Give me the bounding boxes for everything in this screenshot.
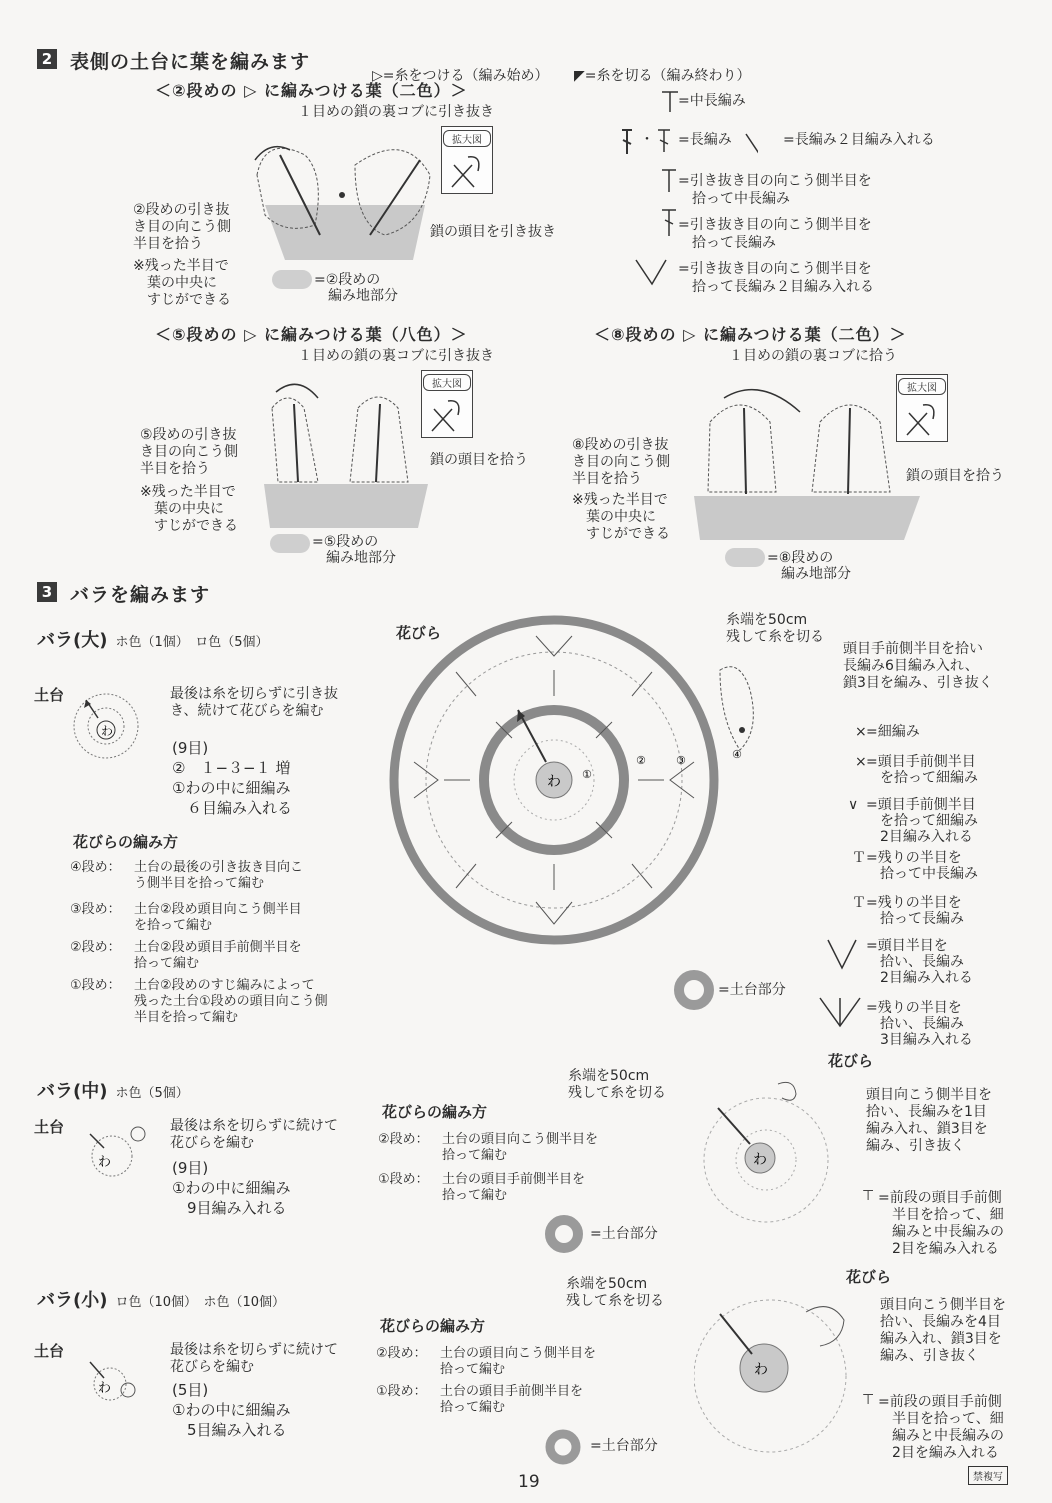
rose-large-petal-detail: [700, 660, 780, 770]
legend-dc2: =長編み２目編み入れる: [783, 132, 935, 148]
rose-large-base-spec: (9目) ② １−３−１ 増 ①わの中に細編み ６目編み入れる: [172, 739, 293, 817]
rose-large-base-label: 土台: [34, 686, 65, 704]
zoom-label: 拡大図: [898, 378, 946, 395]
zoom-detail-icon: [442, 147, 492, 195]
rose-medium-base-spec: (9目) ①わの中に細編み 9目編み入れる: [172, 1159, 291, 1217]
leaf-b-note-left2: ※残った半目で 葉の中央に すじができる: [140, 484, 238, 534]
rose-large-name: バラ(大): [37, 630, 108, 651]
rose-large-legend-sc: =細編み: [866, 724, 920, 740]
leaf-a-zoom: [441, 126, 493, 194]
rose-small-petal-row-2: ②段め： 土台の頭目向こう側半目を 拾って編む: [376, 1346, 597, 1377]
leaf-c-pill: [725, 548, 765, 567]
sc2-front-icon: ∨: [848, 797, 859, 813]
row-label: ②: [636, 754, 646, 767]
rose-medium-name: バラ(中): [37, 1081, 108, 1102]
leaf-c-title: ＜⑧段めの ▷ に編みつける葉（二色）＞: [594, 325, 907, 344]
leaf-c-diagram: [690, 382, 930, 542]
rose-medium-base-label: 土台: [34, 1118, 65, 1136]
end-marker-icon: ◤: [574, 68, 585, 84]
rose-medium-heading: [37, 1077, 189, 1103]
rose-large-petal-chart: [386, 612, 722, 948]
dc2-icon: [824, 936, 864, 972]
leaf-a-note-left2: ※残った半目で 葉の中央に すじができる: [133, 258, 231, 308]
legend-back-dc: =引き抜き目の向こう側半目を 拾って長編み: [678, 217, 872, 251]
rose-small-colors: ロ色（10個） ホ色（10個）: [115, 1295, 286, 1310]
legend-hdc: =中長編み: [678, 93, 746, 109]
legend-dc: =長編み: [678, 132, 732, 148]
rose-medium-chart-title: 花びら: [828, 1052, 874, 1070]
ring-label: わ: [547, 774, 561, 790]
rose-large-base-note: 最後は糸を切らずに引き抜 き、続けて花びらを編む: [170, 686, 338, 719]
rose-small-chart-title: 花びら: [846, 1268, 892, 1286]
leaf-a-pill: [272, 270, 312, 289]
dc3-icon: [816, 994, 866, 1030]
leaf-a-pill-label: =②段めの 編み地部分: [314, 272, 398, 304]
ring-label: わ: [101, 724, 114, 738]
rose-medium-petal-row-2: ②段め： 土台の頭目向こう側半目を 拾って編む: [378, 1132, 599, 1163]
rose-large-legend-sc2: =頭目手前側半目 を拾って細編み 2目編み入れる: [866, 797, 978, 845]
rose-small-base-note: 最後は糸を切らずに続けて 花びらを編む: [170, 1342, 338, 1375]
leaf-b-note-top: １目めの鎖の裏コブに引き抜き: [298, 348, 494, 364]
rose-medium-petal-chart: [698, 1068, 858, 1228]
leaf-a-diagram: [245, 135, 445, 265]
rose-large-petal-row-2: ②段め： 土台②段め頭目手前側半目を 拾って編む: [70, 940, 302, 971]
rose-medium-note1: 頭目向こう側半目を 拾い、長編みを1目 編み入れ、鎖3目を 編み、引き抜く: [866, 1087, 992, 1154]
rose-small-note2: =前段の頭目手前側 半目を拾って、細 編みと中長編みの 2目を編み入れる: [878, 1394, 1004, 1461]
rose-large-legend-dc2: =頭目半目を 拾い、長編み 2目編み入れる: [866, 938, 973, 986]
rose-large-yarn-end: 糸端を50cm 残して糸を切る: [726, 612, 824, 645]
rose-large-colors: ホ色（1個） ロ色（5個）: [115, 635, 269, 650]
legend-back-hdc: =引き抜き目の向こう側半目を 拾って中長編み: [678, 173, 872, 207]
ring-label: わ: [754, 1362, 768, 1378]
section-number: 3: [37, 582, 57, 602]
rose-small-base-spec: (5目) ①わの中に細編み 5目編み入れる: [172, 1381, 291, 1439]
rose-medium-yarn-end: 糸端を50cm 残して糸を切る: [568, 1068, 666, 1101]
rose-large-legend-dc3: =残りの半目を 拾い、長編み 3目編み入れる: [866, 1000, 973, 1048]
rose-large-legend-sc-front: =頭目手前側半目 を拾って細編み: [866, 754, 978, 786]
legend-dot: ・: [640, 132, 654, 148]
rose-large-petal-row-1: ①段め： 土台②段めのすじ編みによって 残った土台①段めの頭目向こう側 半目を拾って編む: [70, 978, 328, 1025]
hdc-icon: Ｔ: [852, 850, 866, 866]
leaf-a-note-right: 鎖の頭目を引き抜き: [430, 224, 556, 240]
sc-hdc-icon: ⊤: [862, 1392, 875, 1408]
leaf-b-pill-label: =⑤段めの 編み地部分: [312, 534, 396, 566]
leaf-a-note-left: ②段めの引き抜 き目の向こう側 半目を拾う: [133, 202, 231, 252]
leaf-c-note-top: １目めの鎖の裏コブに拾う: [729, 348, 897, 364]
rose-medium-note2: =前段の頭目手前側 半目を拾って、細 編みと中長編みの 2目を編み入れる: [878, 1190, 1004, 1257]
leaf-c-pill-label: =⑧段めの 編み地部分: [767, 550, 851, 582]
rose-medium-petal-title: 花びらの編み方: [382, 1103, 488, 1121]
rose-large-legend-dc: =残りの半目を 拾って長編み: [866, 895, 964, 927]
rose-large-petal-row-3: ③段め： 土台②段め頭目向こう側半目 を拾って編む: [70, 902, 302, 933]
rose-small-petal-row-1: ①段め： 土台の頭目手前側半目を 拾って編む: [376, 1384, 584, 1415]
row-label: ③: [676, 754, 686, 767]
start-legend: ▷=糸をつける（編み始め）: [372, 68, 549, 84]
ring-label: わ: [753, 1152, 767, 1168]
section-title: バラを編みます: [70, 584, 211, 606]
leaf-b-diagram: [258, 378, 448, 528]
leaf-c-note-left: ⑧段めの引き抜 き目の向こう側 半目を拾う: [572, 437, 670, 487]
rose-small-base-label: 土台: [34, 1342, 65, 1360]
row-label: ④: [732, 748, 742, 761]
legend-back-dc2: =引き抜き目の向こう側半目を 拾って長編み２目編み入れる: [678, 261, 874, 295]
ring-label: わ: [98, 1155, 112, 1170]
rose-medium-base-part: =土台部分: [590, 1226, 658, 1242]
base-ring-icon: [542, 1212, 586, 1256]
rose-medium-colors: ホ色（5個）: [115, 1086, 189, 1101]
ring-label: わ: [98, 1381, 112, 1396]
rose-medium-base-note: 最後は糸を切らずに続けて 花びらを編む: [170, 1118, 338, 1151]
leaf-a-title: ＜②段めの ▷ に編みつける葉（二色）＞: [155, 81, 468, 100]
rose-small-petal-chart: [694, 1290, 874, 1460]
rose-medium-base-chart: [82, 1126, 162, 1182]
leaf-c-note-left2: ※残った半目で 葉の中央に すじができる: [572, 492, 670, 542]
leaf-c-note-right: 鎖の頭目を拾う: [906, 468, 1004, 484]
sc-front-icon: ×: [855, 754, 867, 770]
start-marker-icon: ▷: [372, 68, 383, 84]
zoom-label: 拡大図: [443, 130, 491, 147]
section-number: 2: [37, 49, 57, 69]
rose-large-heading: [37, 626, 269, 652]
rose-large-petal-row-4: ④段め： 土台の最後の引き抜き目向こ う側半目を拾って編む: [70, 860, 304, 891]
rose-small-yarn-end: 糸端を50cm 残して糸を切る: [566, 1276, 664, 1309]
end-legend: ◤=糸を切る（編み終わり）: [574, 68, 751, 84]
base-ring-icon: [542, 1426, 584, 1468]
rose-small-note1: 頭目向こう側半目を 拾い、長編みを4目 編み入れ、鎖3目を 編み、引き抜く: [880, 1297, 1006, 1364]
leaf-b-note-left: ⑤段めの引き抜 き目の向こう側 半目を拾う: [140, 427, 238, 477]
page-number: 19: [518, 1472, 540, 1492]
leaf-b-pill: [270, 534, 310, 553]
leaf-b-title: ＜⑤段めの ▷ に編みつける葉（八色）＞: [155, 325, 468, 344]
copy-prohibited-stamp: 禁複写: [968, 1466, 1008, 1485]
rose-large-chart-title: 花びら: [396, 624, 442, 642]
rose-large-petal-title: 花びらの編み方: [73, 833, 179, 851]
zoom-label: 拡大図: [423, 374, 471, 391]
sc-icon: ×: [855, 724, 867, 740]
leaf-b-note-right: 鎖の頭目を拾う: [430, 452, 528, 468]
rose-small-petal-title: 花びらの編み方: [380, 1317, 486, 1335]
rose-large-base-part: =土台部分: [718, 982, 786, 998]
rose-medium-petal-row-1: ①段め： 土台の頭目手前側半目を 拾って編む: [378, 1172, 586, 1203]
section-title: 表側の土台に葉を編みます: [70, 51, 311, 73]
row-label: ①: [582, 768, 592, 781]
rose-large-legend-hdc: =残りの半目を 拾って中長編み: [866, 850, 978, 882]
dc-icon: Ｔ: [852, 895, 866, 911]
base-ring-icon: [672, 968, 716, 1012]
sc-hdc-icon: ⊤: [862, 1188, 875, 1204]
leaf-a-note-top: １目めの鎖の裏コブに引き抜き: [298, 104, 494, 120]
rose-small-base-chart: [84, 1356, 154, 1404]
rose-small-base-part: =土台部分: [590, 1438, 658, 1454]
rose-large-top-note: 頭目手前側半目を拾い 長編み6目編み入れ、 鎖3目を編み、引き抜く: [843, 641, 993, 691]
rose-large-base-chart: [68, 690, 150, 762]
rose-small-heading: [37, 1286, 285, 1312]
rose-small-name: バラ(小): [37, 1290, 108, 1311]
